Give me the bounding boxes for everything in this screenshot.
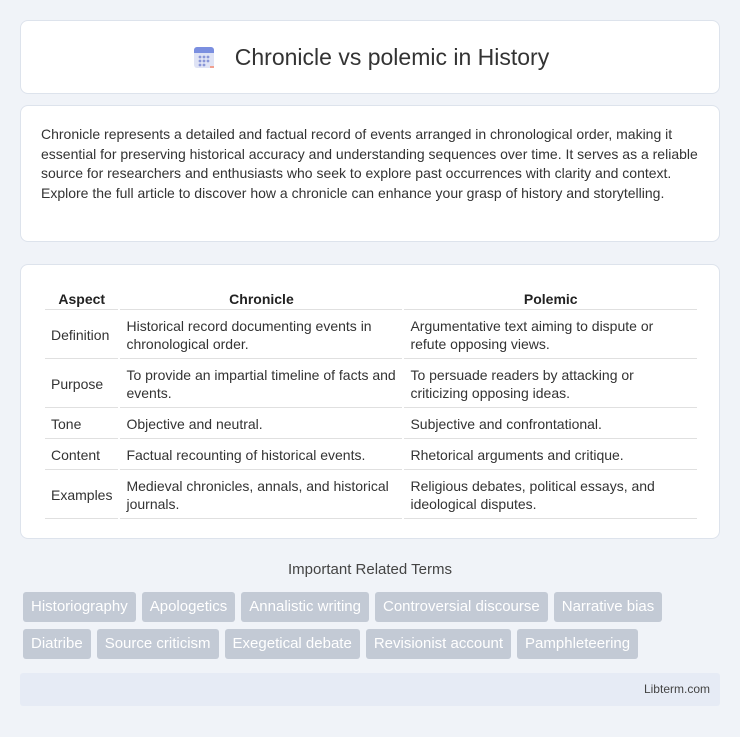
cell-aspect: Purpose [45, 361, 118, 408]
table-row [45, 441, 697, 470]
cell-chronicle: Objective and neutral. [120, 410, 402, 439]
cell-polemic: Argumentative text aiming to dispute or refute opposing views. [404, 312, 697, 359]
tag-annalistic-writing[interactable]: Annalistic writing [241, 592, 369, 622]
comparison-table [43, 287, 699, 521]
tag-narrative-bias[interactable]: Narrative bias [554, 592, 663, 622]
intro-text: Chronicle represents a detailed and factual record of events arranged in chronological order, making it essential for preserving historical accuracy and understanding sequences over time. It serves as a reliable source for researchers and enthusiasts who seek to explore past occurrences with clarity and context. Explore the full article to discover how a chronicle can enhance your grasp of history and storytelling. [41, 126, 698, 201]
cell-chronicle: Factual recounting of historical events. [120, 441, 402, 470]
related-terms-tags [23, 592, 723, 666]
table-row [45, 410, 697, 439]
header-card [20, 20, 720, 94]
table-header-row [45, 289, 697, 310]
footer [20, 673, 720, 706]
cell-chronicle: Historical record documenting events in chronological order. [120, 312, 402, 359]
title-row [191, 44, 549, 71]
tag-row-1 [23, 592, 723, 622]
cell-aspect: Examples [45, 472, 118, 519]
intro-card [20, 105, 720, 242]
header-polemic: Polemic [404, 289, 697, 310]
table-row [45, 312, 697, 359]
cell-polemic: Religious debates, political essays, and ideological disputes. [404, 472, 697, 519]
cell-aspect: Definition [45, 312, 118, 359]
tag-revisionist-account[interactable]: Revisionist account [366, 629, 511, 659]
page-title: Chronicle vs polemic in History [234, 43, 550, 70]
header-aspect: Aspect [45, 289, 118, 310]
table-row [45, 472, 697, 519]
tag-diatribe[interactable]: Diatribe [23, 629, 91, 659]
tag-apologetics[interactable]: Apologetics [142, 592, 236, 622]
tag-row-2 [23, 629, 723, 659]
cell-chronicle: Medieval chronicles, annals, and historical journals. [120, 472, 402, 519]
cell-polemic: Rhetorical arguments and critique. [404, 441, 697, 470]
related-terms-title: Important Related Terms [288, 561, 452, 578]
header-chronicle: Chronicle [120, 289, 402, 310]
document-icon [191, 44, 217, 70]
cell-chronicle: To provide an impartial timeline of facts and events. [120, 361, 402, 408]
table-row [45, 361, 697, 408]
cell-polemic: Subjective and confrontational. [404, 410, 697, 439]
tag-exegetical-debate[interactable]: Exegetical debate [225, 629, 360, 659]
comparison-table-card [20, 264, 720, 539]
tag-controversial-discourse[interactable]: Controversial discourse [375, 592, 548, 622]
tag-historiography[interactable]: Historiography [23, 592, 136, 622]
cell-aspect: Content [45, 441, 118, 470]
footer-site-link[interactable]: Libterm.com [643, 682, 710, 696]
tag-source-criticism[interactable]: Source criticism [97, 629, 219, 659]
cell-aspect: Tone [45, 410, 118, 439]
tag-pamphleteering[interactable]: Pamphleteering [517, 629, 638, 659]
cell-polemic: To persuade readers by attacking or criticizing opposing ideas. [404, 361, 697, 408]
